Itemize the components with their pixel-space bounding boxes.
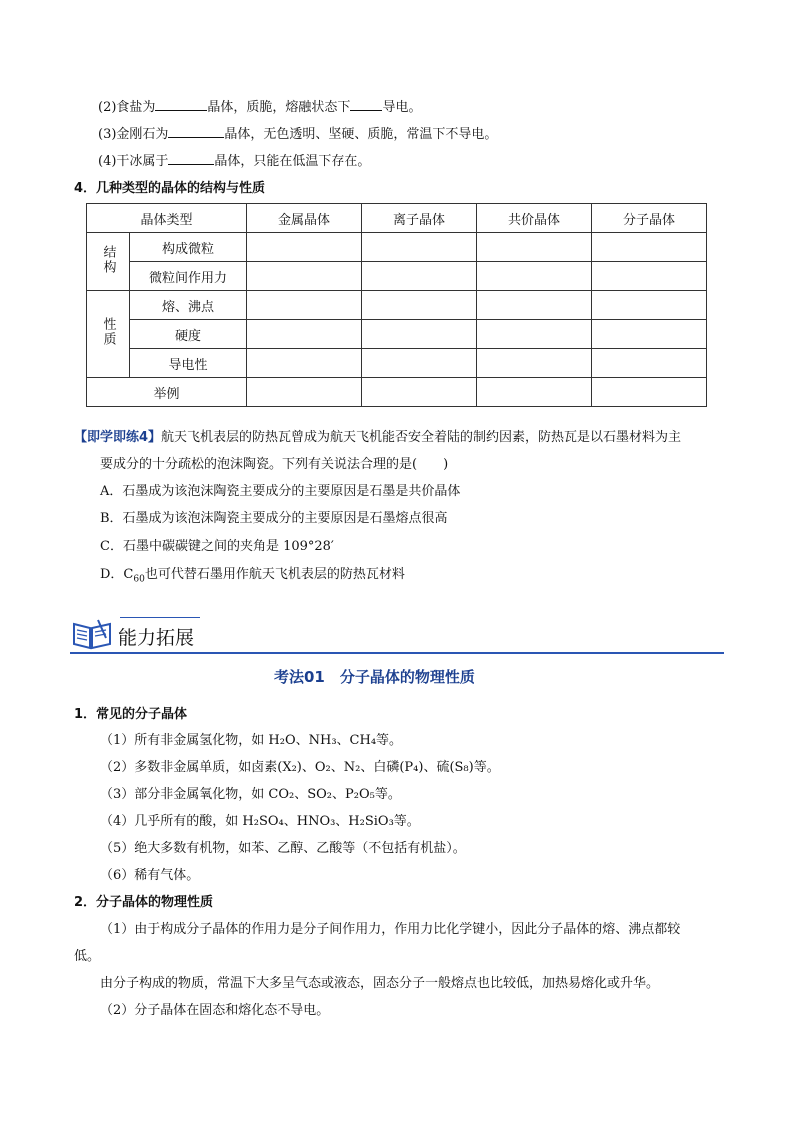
table-cell[interactable]	[362, 349, 477, 378]
option-b[interactable]: B．石墨成为该泡沫陶瓷主要成分的主要原因是石墨熔点很高	[100, 511, 448, 526]
section-header: 能力拓展	[118, 627, 195, 649]
list-item: （4）几乎所有的酸，如 H₂SO₄、HNO₃、H₂SiO₃等。	[100, 814, 420, 829]
group-label-structure: 结构	[87, 233, 130, 291]
option-a[interactable]: A．石墨成为该泡沫陶瓷主要成分的主要原因是石墨是共价晶体	[100, 484, 461, 499]
item-2: (2)食盐为 晶体，质脆，熔融状态下 导电。	[98, 100, 422, 115]
paragraph: （2）分子晶体在固态和熔化态不导电。	[100, 1003, 330, 1018]
crystal-table	[86, 203, 707, 407]
table-cell[interactable]	[477, 233, 592, 262]
table-cell[interactable]	[477, 262, 592, 291]
drill-stem-line2: 要成分的十分疏松的泡沫陶瓷。下列有关说法合理的是( )	[100, 457, 449, 472]
table-cell[interactable]	[592, 262, 707, 291]
list-item: （2）多数非金属单质，如卤素(X₂)、O₂、N₂、白磷(P₄)、硫(S₈)等。	[100, 760, 500, 775]
table-cell[interactable]	[477, 291, 592, 320]
list-item: （3）部分非金属氧化物，如 CO₂、SO₂、P₂O₅等。	[100, 787, 401, 802]
table-cell[interactable]	[247, 320, 362, 349]
row-label: 构成微粒	[130, 233, 247, 262]
drill-tag: 【即学即练4】	[74, 430, 162, 445]
row-label: 举例	[87, 378, 247, 407]
row-label: 熔、沸点	[130, 291, 247, 320]
table-header-cell: 离子晶体	[362, 204, 477, 233]
table-cell[interactable]	[592, 291, 707, 320]
paragraph: 由分子构成的物质，常温下大多呈气态或液态，固态分子一般熔点也比较低，加热易熔化或升华。	[100, 976, 660, 991]
table-cell[interactable]	[247, 378, 362, 407]
table-cell[interactable]	[592, 233, 707, 262]
header-divider	[70, 652, 724, 654]
table-header-cell: 共价晶体	[477, 204, 592, 233]
table-cell[interactable]	[362, 262, 477, 291]
option-c[interactable]: C．石墨中碳碳键之间的夹角是 109°28′	[100, 539, 334, 554]
row-label: 导电性	[130, 349, 247, 378]
option-d[interactable]: D．$C_{60}$也可代替石墨用作航天飞机表层的防热瓦材料	[100, 567, 405, 585]
table-cell[interactable]	[477, 378, 592, 407]
table-header-cell: 金属晶体	[247, 204, 362, 233]
table-cell[interactable]	[592, 320, 707, 349]
table-row	[87, 378, 707, 407]
table-row	[87, 291, 707, 320]
list-item: （6）稀有气体。	[100, 868, 200, 883]
table-header-row	[87, 204, 707, 233]
header-divider-short	[120, 617, 200, 618]
answer-blank[interactable]	[155, 98, 207, 111]
table-row	[87, 262, 707, 291]
paragraph: 低。	[74, 949, 101, 964]
table-cell[interactable]	[247, 349, 362, 378]
table-cell[interactable]	[592, 349, 707, 378]
answer-blank[interactable]	[168, 152, 214, 165]
group-label-property: 性质	[87, 291, 130, 378]
list-item: （1）所有非金属氢化物，如 H₂O、NH₃、CH₄等。	[100, 733, 403, 748]
sub1-title: 1．常见的分子晶体	[74, 707, 188, 722]
table-cell[interactable]	[362, 320, 477, 349]
open-book-icon	[70, 616, 114, 652]
table-header-cell: 晶体类型	[87, 204, 247, 233]
table-cell[interactable]	[362, 378, 477, 407]
item-4: (4)干冰属于 晶体，只能在低温下存在。	[98, 154, 371, 169]
answer-blank[interactable]	[168, 125, 224, 138]
table-row	[87, 349, 707, 378]
answer-blank[interactable]	[350, 98, 382, 111]
item-3: (3)金刚石为 晶体，无色透明、坚硬、质脆，常温下不导电。	[98, 127, 498, 142]
sub2-title: 2．分子晶体的物理性质	[74, 895, 214, 910]
kaofa-title: 考法01 分子晶体的物理性质	[274, 668, 475, 686]
drill-question: 【即学即练4】航天飞机表层的防热瓦曾成为航天飞机能否安全着陆的制约因素，防热瓦是以石墨材料为主	[74, 430, 682, 445]
table-row	[87, 233, 707, 262]
row-label: 硬度	[130, 320, 247, 349]
paragraph: （1）由于构成分子晶体的作用力是分子间作用力，作用力比化学键小，因此分子晶体的熔、沸点都较	[100, 922, 681, 937]
list-item: （5）绝大多数有机物，如苯、乙醇、乙酸等（不包括有机盐）。	[100, 841, 466, 856]
table-cell[interactable]	[477, 320, 592, 349]
section4-title: 4．几种类型的晶体的结构与性质	[74, 181, 266, 196]
table-cell[interactable]	[247, 262, 362, 291]
table-cell[interactable]	[477, 349, 592, 378]
row-label: 微粒间作用力	[130, 262, 247, 291]
table-cell[interactable]	[247, 233, 362, 262]
table-row	[87, 320, 707, 349]
table-cell[interactable]	[247, 291, 362, 320]
table-header-cell: 分子晶体	[592, 204, 707, 233]
table-cell[interactable]	[592, 378, 707, 407]
table-cell[interactable]	[362, 233, 477, 262]
table-cell[interactable]	[362, 291, 477, 320]
